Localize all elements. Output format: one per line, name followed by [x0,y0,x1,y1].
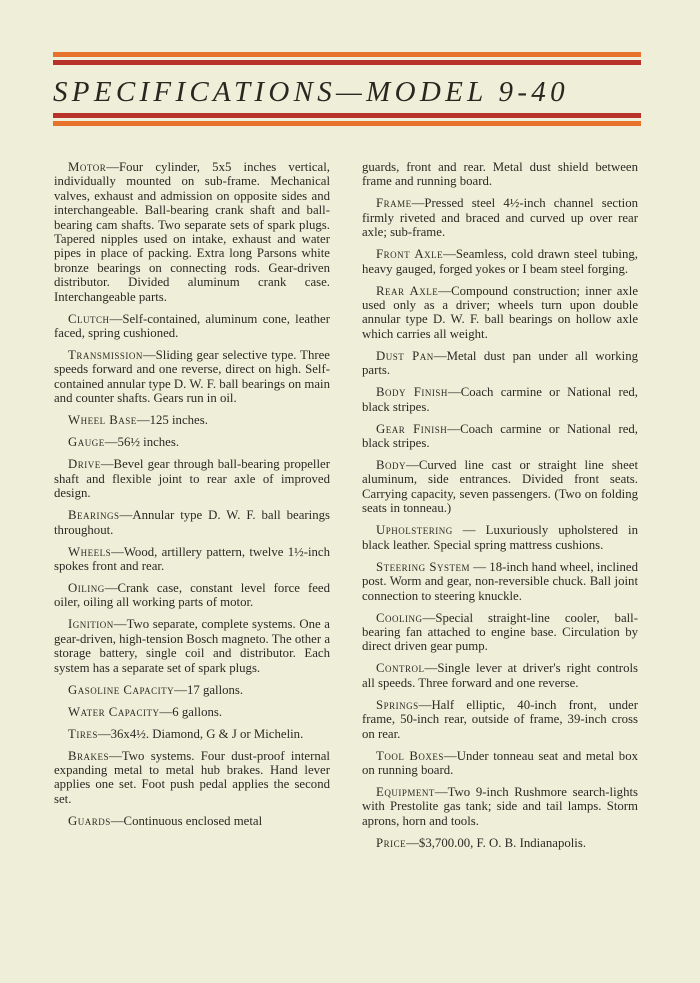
spec-label: Equipment [376,784,435,799]
spec-label: Drive [68,457,101,472]
spec-label: Cooling [376,610,423,625]
spec-text: —Continuous enclosed metal [110,813,263,828]
spec-item [362,284,638,342]
spec-item [362,560,638,603]
spec-label: Motor [68,160,107,174]
spec-text: —Two systems. Four dust-proof internal expanding metal to metal hub brakes. Hand lever applies one set. Foot push pedal applies the second set. [54,748,330,806]
top-rule [53,52,641,68]
spec-label: Wheel Base [68,413,137,428]
spec-item [362,196,638,239]
spec-item [54,348,330,406]
spec-item [362,160,638,189]
bottom-rule [53,113,641,129]
spec-item [362,385,638,414]
spec-text: guards, front and rear. Metal dust shield between frame and running board. [362,160,638,189]
spec-item [54,749,330,807]
spec-label: Body Finish [376,385,448,400]
spec-label: Guards [68,813,111,828]
spec-item [362,661,638,690]
spec-label: Tires [68,726,98,741]
spec-label: Transmission [68,348,143,363]
spec-item [362,611,638,654]
top-orange-rule [53,52,641,57]
spec-item [54,727,330,741]
spec-item [362,698,638,741]
spec-item [362,247,638,276]
spec-text: —125 inches. [136,413,208,428]
spec-text: —6 gallons. [159,704,223,719]
spec-text: —Sliding gear selective type. Three speeds forward and one reverse, direct on high. Self-contained annular type D. W. F. ball bearings on main and counter shafts. Gears run in oil. [54,348,330,406]
spec-label: Control [376,661,425,676]
spec-text: —Under tonneau seat and metal box on running board. [362,748,638,777]
spec-item [362,422,638,451]
spec-text: — Luxuriously upholstered in black leather. Special spring mattress cushions. [362,523,638,552]
spec-item [54,508,330,537]
spec-item [54,617,330,675]
spec-text: —Bevel gear through ball-bearing propeller shaft and flexible joint to rear axle of improved design. [54,457,330,501]
spec-text: —Half elliptic, 40-inch front, under frame, 50-inch rear, outside of frame, 39-inch cross on rear. [362,697,638,741]
spec-item [54,705,330,719]
spec-label: Clutch [68,311,110,326]
spec-label: Bearings [68,508,120,523]
spec-label: Springs [376,697,419,712]
spec-label: Front Axle [376,247,444,262]
spec-text: —Self-contained, aluminum cone, leather faced, spring cushioned. [54,311,330,341]
spec-label: Dust Pan [376,348,434,363]
spec-item [54,581,330,610]
spec-label: Water Capacity [68,704,160,719]
spec-label: Body [376,458,407,473]
spec-label: Rear Axle [376,283,439,298]
spec-item [362,785,638,828]
spec-text: —Wood, artillery pattern, twelve 1½-inch spokes front and rear. [54,544,330,573]
spec-label: Gauge [68,435,105,450]
spec-text: —Crank case, constant level force feed oiler, oiling all working parts of motor. [54,580,330,610]
spec-text: —56½ inches. [104,435,180,450]
spec-text: —Pressed steel 4½-inch channel section firmly riveted and braced and curved up over rear axle; sub-frame. [362,196,638,240]
spec-item [54,457,330,500]
top-red-rule [53,60,641,65]
spec-text: —Seamless, cold drawn steel tubing, heavy gauged, forged yokes or I beam steel forging. [362,247,638,276]
spec-item [54,435,330,449]
spec-text: —Two 9-inch Rushmore search-lights with Prestolite gas tank; side and tail lamps. Storm aprons, horn and tools. [362,784,638,828]
spec-label: Wheels [68,544,112,559]
spec-label: Gear Finish [376,421,448,436]
spec-item [54,545,330,574]
spec-text: —$3,700.00, F. O. B. Indianapolis. [406,835,587,850]
spec-text: — 18-inch hand wheel, inclined post. Worm and gear, non-reversible chuck. Ball joint connection to steering knuckle. [362,559,638,603]
spec-item [362,749,638,778]
spec-label: Gasoline Capacity [68,682,175,697]
spec-item [54,160,330,304]
spec-item [54,814,330,828]
spec-text: —17 gallons. [174,682,244,697]
spec-item [54,683,330,697]
bottom-orange-rule [53,121,641,126]
spec-text: —Four cylinder, 5x5 inches vertical, individually mounted on sub-frame. Mechanical valves, exhaust and admission on opposite sides and interchangeable. Ball-bearing crank shaft and ball-bearing cam shafts. Two separate sets of spark plugs. Tapered nipples used on intake, exhaust and water pipes in place of packing. Extra long Parsons white bronze bearings on connecting rods. Gear-driven distributor. Divided aluminum crank case. Interchangeable parts. [54,160,330,304]
spec-text: —Two separate, complete systems. One a gear-driven, high-tension Bosch magneto. The other a storage battery, single coil and distributor. Each system has a separate set of spark plugs. [54,617,330,675]
left-spec-column [54,160,330,836]
spec-item [362,458,638,516]
spec-text: —Single lever at driver's right controls all speeds. Three forward and one reverse. [362,661,638,690]
spec-label: Tool Boxes [376,748,444,763]
spec-text: —Coach carmine or National red, black stripes. [362,385,638,414]
spec-text: —Coach carmine or National red, black stripes. [362,421,638,451]
spec-text: —Special straight-line cooler, ball-bearing fan attached to engine base. Circulation by direct driven gear pump. [362,610,638,654]
spec-label: Frame [376,196,412,211]
spec-text: —36x4½. Diamond, G & J or Michelin. [97,726,304,741]
spec-item [54,413,330,427]
spec-label: Ignition [68,617,114,632]
spec-label: Oiling [68,580,105,595]
bottom-red-rule [53,113,641,118]
spec-text: —Annular type D. W. F. ball bearings throughout. [54,508,330,537]
spec-label: Price [376,835,407,850]
spec-item [362,349,638,378]
page-title: SPECIFICATIONS—MODEL 9-40 [53,76,569,108]
right-spec-column [362,160,638,858]
spec-item [362,836,638,850]
spec-item [54,312,330,341]
spec-item [362,523,638,552]
spec-text: —Metal dust pan under all working parts. [362,348,638,378]
spec-label: Brakes [68,748,110,763]
spec-text: —Curved line cast or straight line sheet aluminum, side entrances. Divided front seats. Carrying capacity, seven passengers. (Two on folding seats in tonneau.) [362,458,638,516]
spec-text: —Compound construction; inner axle used only as a driver; wheels turn upon double annular type D. W. F. ball bearings on hollow axle which carries all weight. [362,283,639,341]
spec-label: Steering System [376,559,470,574]
spec-label: Upholstering [376,523,453,538]
